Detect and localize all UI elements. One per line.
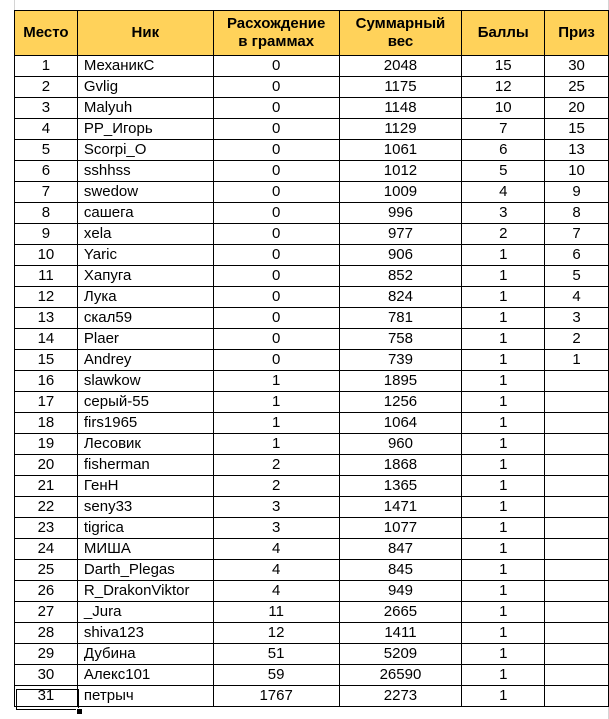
score-cell[interactable]: 1	[462, 686, 545, 707]
prize-cell[interactable]: 10	[545, 161, 609, 182]
prize-cell[interactable]	[545, 539, 609, 560]
table-row	[15, 476, 609, 497]
total-cell[interactable]: 906	[339, 245, 462, 266]
score-cell[interactable]: 1	[462, 497, 545, 518]
header-score-cell[interactable]	[462, 11, 545, 56]
diff-cell[interactable]: 0	[213, 245, 339, 266]
nick-cell[interactable]: МеханикС	[77, 56, 213, 77]
place-cell[interactable]: 25	[15, 560, 78, 581]
nick-cell[interactable]: Gvlig	[77, 77, 213, 98]
prize-cell[interactable]	[545, 644, 609, 665]
nick-cell[interactable]: swedow	[77, 182, 213, 203]
prize-cell[interactable]: 30	[545, 56, 609, 77]
table-row	[15, 203, 609, 224]
total-cell[interactable]: 1365	[339, 476, 462, 497]
prize-cell[interactable]	[545, 560, 609, 581]
nick-cell[interactable]: Plaer	[77, 329, 213, 350]
total-cell[interactable]: 1895	[339, 371, 462, 392]
table-row	[15, 539, 609, 560]
nick-cell[interactable]: sshhss	[77, 161, 213, 182]
place-cell[interactable]: 11	[15, 266, 78, 287]
total-cell[interactable]: 758	[339, 329, 462, 350]
nick-cell[interactable]: ГенН	[77, 476, 213, 497]
prize-cell[interactable]: 7	[545, 224, 609, 245]
diff-cell[interactable]: 12	[213, 623, 339, 644]
table-row	[15, 560, 609, 581]
score-cell[interactable]: 1	[462, 602, 545, 623]
place-cell[interactable]: 23	[15, 518, 78, 539]
score-cell[interactable]: 4	[462, 182, 545, 203]
score-cell[interactable]: 1	[462, 245, 545, 266]
table-row	[15, 686, 609, 707]
place-cell[interactable]: 26	[15, 581, 78, 602]
score-cell[interactable]: 1	[462, 476, 545, 497]
score-cell[interactable]: 7	[462, 119, 545, 140]
score-cell[interactable]: 1	[462, 413, 545, 434]
diff-cell[interactable]: 0	[213, 203, 339, 224]
place-cell[interactable]: 4	[15, 119, 78, 140]
total-cell[interactable]: 1868	[339, 455, 462, 476]
header-diff-label-line2: в граммах	[238, 33, 315, 50]
diff-cell[interactable]: 3	[213, 497, 339, 518]
table-row	[15, 266, 609, 287]
header-total-cell[interactable]	[339, 11, 462, 56]
place-cell[interactable]: 1	[15, 56, 78, 77]
score-cell[interactable]: 1	[462, 350, 545, 371]
diff-cell[interactable]: 1	[213, 413, 339, 434]
table-row	[15, 308, 609, 329]
diff-cell[interactable]: 0	[213, 224, 339, 245]
total-cell[interactable]: 781	[339, 308, 462, 329]
diff-cell[interactable]: 0	[213, 56, 339, 77]
diff-cell[interactable]: 0	[213, 287, 339, 308]
header-nick-cell[interactable]	[77, 11, 213, 56]
nick-cell[interactable]: Алекс101	[77, 665, 213, 686]
place-cell[interactable]: 7	[15, 182, 78, 203]
diff-cell[interactable]: 1	[213, 371, 339, 392]
nick-cell[interactable]: xela	[77, 224, 213, 245]
prize-cell[interactable]	[545, 665, 609, 686]
place-cell[interactable]: 24	[15, 539, 78, 560]
score-cell[interactable]: 2	[462, 224, 545, 245]
place-cell[interactable]: 27	[15, 602, 78, 623]
total-cell[interactable]: 2048	[339, 56, 462, 77]
place-cell[interactable]: 9	[15, 224, 78, 245]
prize-cell[interactable]: 1	[545, 350, 609, 371]
table-row	[15, 602, 609, 623]
nick-cell[interactable]: shiva123	[77, 623, 213, 644]
table-row	[15, 623, 609, 644]
nick-cell[interactable]: петрыч	[77, 686, 213, 707]
table-row	[15, 245, 609, 266]
nick-cell[interactable]: Andrey	[77, 350, 213, 371]
place-cell[interactable]: 19	[15, 434, 78, 455]
prize-cell[interactable]: 15	[545, 119, 609, 140]
place-cell[interactable]: 29	[15, 644, 78, 665]
diff-cell[interactable]: 0	[213, 140, 339, 161]
prize-cell[interactable]: 6	[545, 245, 609, 266]
score-cell[interactable]: 12	[462, 77, 545, 98]
nick-cell[interactable]: slawkow	[77, 371, 213, 392]
score-cell[interactable]: 1	[462, 623, 545, 644]
prize-cell[interactable]	[545, 392, 609, 413]
diff-cell[interactable]: 11	[213, 602, 339, 623]
header-diff-label-line1: Расхождение	[226, 15, 326, 32]
total-cell[interactable]: 1012	[339, 161, 462, 182]
total-cell[interactable]: 26590	[339, 665, 462, 686]
nick-cell[interactable]: Хапуга	[77, 266, 213, 287]
total-cell[interactable]: 852	[339, 266, 462, 287]
nick-cell[interactable]: Malyuh	[77, 98, 213, 119]
total-cell[interactable]: 1077	[339, 518, 462, 539]
prize-cell[interactable]	[545, 455, 609, 476]
table-row	[15, 413, 609, 434]
prize-cell[interactable]: 3	[545, 308, 609, 329]
total-cell[interactable]: 1471	[339, 497, 462, 518]
prize-cell[interactable]	[545, 686, 609, 707]
diff-cell[interactable]: 1	[213, 392, 339, 413]
table-row	[15, 182, 609, 203]
nick-cell[interactable]: серый-55	[77, 392, 213, 413]
header-score-label: Баллы	[477, 24, 529, 41]
place-cell[interactable]: 2	[15, 77, 78, 98]
prize-cell[interactable]: 4	[545, 287, 609, 308]
total-cell[interactable]: 739	[339, 350, 462, 371]
score-cell[interactable]: 1	[462, 518, 545, 539]
total-cell[interactable]: 949	[339, 581, 462, 602]
header-place-label: Место	[23, 24, 69, 41]
score-cell[interactable]: 1	[462, 539, 545, 560]
results-body	[15, 56, 609, 707]
table-row	[15, 56, 609, 77]
score-cell[interactable]: 5	[462, 161, 545, 182]
place-cell[interactable]: 22	[15, 497, 78, 518]
header-total-label-line1: Суммарный	[355, 15, 446, 32]
header-row	[15, 11, 609, 56]
nick-cell[interactable]: Yaric	[77, 245, 213, 266]
prize-cell[interactable]: 13	[545, 140, 609, 161]
header-diff-cell[interactable]	[213, 11, 339, 56]
prize-cell[interactable]	[545, 602, 609, 623]
prize-cell[interactable]: 20	[545, 98, 609, 119]
prize-cell[interactable]: 25	[545, 77, 609, 98]
score-cell[interactable]: 1	[462, 392, 545, 413]
table-row	[15, 329, 609, 350]
score-cell[interactable]: 1	[462, 308, 545, 329]
table-row	[15, 497, 609, 518]
diff-cell[interactable]: 4	[213, 560, 339, 581]
results-table	[14, 10, 609, 707]
diff-cell[interactable]: 0	[213, 161, 339, 182]
table-row	[15, 392, 609, 413]
header-prize-cell[interactable]	[545, 11, 609, 56]
nick-cell[interactable]: seny33	[77, 497, 213, 518]
diff-cell[interactable]: 0	[213, 329, 339, 350]
total-cell[interactable]: 1256	[339, 392, 462, 413]
diff-cell[interactable]: 0	[213, 266, 339, 287]
place-cell[interactable]: 17	[15, 392, 78, 413]
diff-cell[interactable]: 0	[213, 350, 339, 371]
place-cell[interactable]: 8	[15, 203, 78, 224]
prize-cell[interactable]	[545, 413, 609, 434]
prize-cell[interactable]: 5	[545, 266, 609, 287]
score-cell[interactable]: 15	[462, 56, 545, 77]
table-row	[15, 119, 609, 140]
prize-cell[interactable]: 2	[545, 329, 609, 350]
score-cell[interactable]: 1	[462, 287, 545, 308]
diff-cell[interactable]: 59	[213, 665, 339, 686]
table-row	[15, 161, 609, 182]
place-cell[interactable]: 21	[15, 476, 78, 497]
score-cell[interactable]: 1	[462, 455, 545, 476]
score-cell[interactable]: 1	[462, 266, 545, 287]
total-cell[interactable]: 1061	[339, 140, 462, 161]
nick-cell[interactable]: Darth_Plegas	[77, 560, 213, 581]
table-row	[15, 665, 609, 686]
diff-cell[interactable]: 0	[213, 119, 339, 140]
nick-cell[interactable]: скал59	[77, 308, 213, 329]
table-row	[15, 644, 609, 665]
nick-cell[interactable]: fisherman	[77, 455, 213, 476]
diff-cell[interactable]: 2	[213, 455, 339, 476]
total-cell[interactable]: 1129	[339, 119, 462, 140]
fill-handle[interactable]	[76, 708, 83, 715]
place-cell[interactable]: 31	[15, 686, 78, 707]
nick-cell[interactable]: МИША	[77, 539, 213, 560]
total-cell[interactable]: 5209	[339, 644, 462, 665]
nick-cell[interactable]: Лесовик	[77, 434, 213, 455]
prize-cell[interactable]: 8	[545, 203, 609, 224]
diff-cell[interactable]: 0	[213, 77, 339, 98]
total-cell[interactable]: 845	[339, 560, 462, 581]
nick-cell[interactable]: R_DrakonViktor	[77, 581, 213, 602]
table-row	[15, 140, 609, 161]
score-cell[interactable]: 1	[462, 644, 545, 665]
score-cell[interactable]: 1	[462, 560, 545, 581]
place-cell[interactable]: 14	[15, 329, 78, 350]
place-cell[interactable]: 18	[15, 413, 78, 434]
total-cell[interactable]: 1148	[339, 98, 462, 119]
diff-cell[interactable]: 1767	[213, 686, 339, 707]
score-cell[interactable]: 6	[462, 140, 545, 161]
total-cell[interactable]: 1009	[339, 182, 462, 203]
score-cell[interactable]: 1	[462, 434, 545, 455]
diff-cell[interactable]: 51	[213, 644, 339, 665]
score-cell[interactable]: 1	[462, 329, 545, 350]
nick-cell[interactable]: tigrica	[77, 518, 213, 539]
total-cell[interactable]: 960	[339, 434, 462, 455]
diff-cell[interactable]: 3	[213, 518, 339, 539]
nick-cell[interactable]: PP_Игорь	[77, 119, 213, 140]
diff-cell[interactable]: 0	[213, 308, 339, 329]
table-row	[15, 434, 609, 455]
header-prize-label: Приз	[558, 24, 595, 41]
table-row	[15, 224, 609, 245]
place-cell[interactable]: 30	[15, 665, 78, 686]
header-nick-label: Ник	[131, 24, 160, 41]
table-row	[15, 350, 609, 371]
total-cell[interactable]: 1411	[339, 623, 462, 644]
place-cell[interactable]: 10	[15, 245, 78, 266]
nick-cell[interactable]: _Jura	[77, 602, 213, 623]
diff-cell[interactable]: 0	[213, 182, 339, 203]
prize-cell[interactable]	[545, 434, 609, 455]
prize-cell[interactable]	[545, 623, 609, 644]
score-cell[interactable]: 3	[462, 203, 545, 224]
score-cell[interactable]: 1	[462, 581, 545, 602]
place-cell[interactable]: 12	[15, 287, 78, 308]
prize-cell[interactable]	[545, 476, 609, 497]
prize-cell[interactable]	[545, 518, 609, 539]
diff-cell[interactable]: 1	[213, 434, 339, 455]
prize-cell[interactable]	[545, 497, 609, 518]
place-cell[interactable]: 16	[15, 371, 78, 392]
total-cell[interactable]: 847	[339, 539, 462, 560]
total-cell[interactable]: 2273	[339, 686, 462, 707]
header-place-cell[interactable]	[15, 11, 78, 56]
nick-cell[interactable]: Лука	[77, 287, 213, 308]
score-cell[interactable]: 1	[462, 665, 545, 686]
place-cell[interactable]: 6	[15, 161, 78, 182]
nick-cell[interactable]: Дубина	[77, 644, 213, 665]
nick-cell[interactable]: Scorpi_O	[77, 140, 213, 161]
header-total-label-line2: вес	[387, 33, 414, 50]
table-row	[15, 98, 609, 119]
total-cell[interactable]: 2665	[339, 602, 462, 623]
place-cell[interactable]: 5	[15, 140, 78, 161]
total-cell[interactable]: 1064	[339, 413, 462, 434]
prize-cell[interactable]	[545, 371, 609, 392]
score-cell[interactable]: 1	[462, 371, 545, 392]
prize-cell[interactable]: 9	[545, 182, 609, 203]
diff-cell[interactable]: 2	[213, 476, 339, 497]
table-row	[15, 287, 609, 308]
table-row	[15, 455, 609, 476]
table-row	[15, 371, 609, 392]
place-cell[interactable]: 15	[15, 350, 78, 371]
sheet-gridline	[14, 0, 15, 10]
nick-cell[interactable]: сашега	[77, 203, 213, 224]
table-row	[15, 77, 609, 98]
diff-cell[interactable]: 0	[213, 98, 339, 119]
total-cell[interactable]: 824	[339, 287, 462, 308]
score-cell[interactable]: 10	[462, 98, 545, 119]
place-cell[interactable]: 20	[15, 455, 78, 476]
diff-cell[interactable]: 4	[213, 539, 339, 560]
nick-cell[interactable]: firs1965	[77, 413, 213, 434]
total-cell[interactable]: 996	[339, 203, 462, 224]
table-row	[15, 581, 609, 602]
place-cell[interactable]: 3	[15, 98, 78, 119]
place-cell[interactable]: 13	[15, 308, 78, 329]
table-row	[15, 518, 609, 539]
total-cell[interactable]: 977	[339, 224, 462, 245]
diff-cell[interactable]: 4	[213, 581, 339, 602]
place-cell[interactable]: 28	[15, 623, 78, 644]
total-cell[interactable]: 1175	[339, 77, 462, 98]
prize-cell[interactable]	[545, 581, 609, 602]
